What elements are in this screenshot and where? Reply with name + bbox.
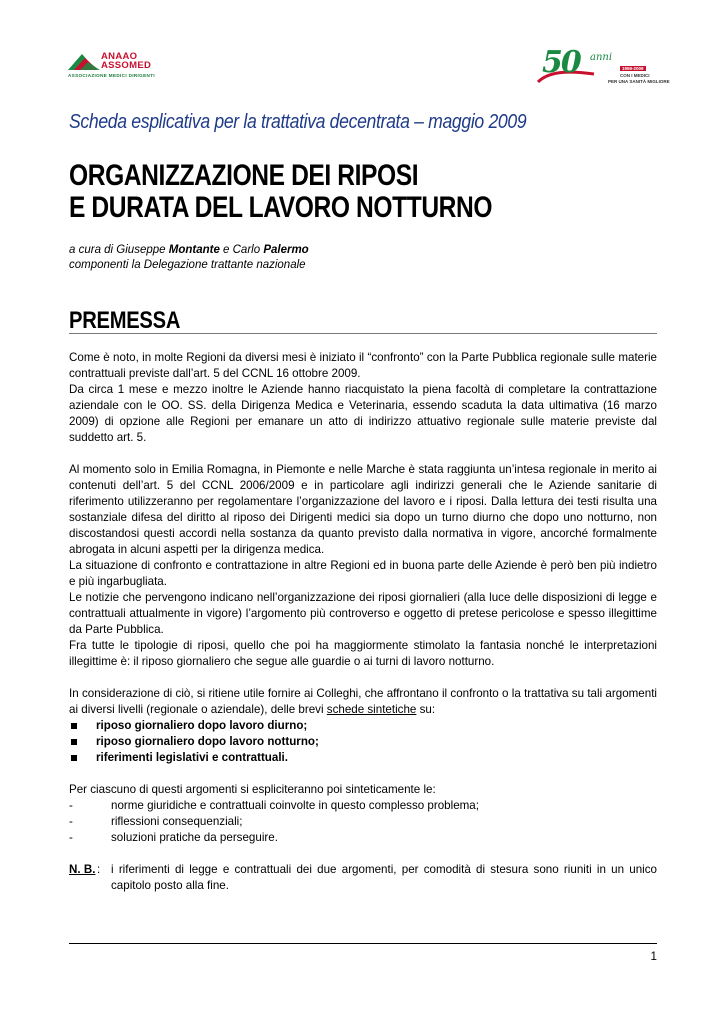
nota-bene-label: N. B. <box>69 863 96 876</box>
logo-line-1: ANAAO <box>101 51 138 62</box>
paragraph-8: Per ciascuno di questi argomenti si espliciteranno poi sinteticamente le: <box>69 783 436 796</box>
topics-list <box>69 718 657 766</box>
title-line-1: ORGANIZZAZIONE DEI RIPOSI <box>69 159 419 192</box>
logo-slogan-2: PER UNA SANITÀ MIGLIORE <box>608 79 670 84</box>
list-item: riposo giornaliero dopo lavoro notturno; <box>69 734 657 750</box>
page-number: 1 <box>650 950 657 963</box>
anaao-assomed-logo <box>68 50 168 82</box>
document-title <box>69 160 577 224</box>
nota-bene-text: i riferimenti di legge e contrattuali dei due argomenti, per comodità di stesura sono riuniti in un unico capitolo posto alla fine. <box>111 863 657 892</box>
logo-line-2: ASSOMED <box>101 60 152 71</box>
paragraph-6: Fra tutte le tipologie di riposi, quello che poi ha maggiormente stimolato la fantasia nonché le interpretazioni illegittime è: il riposo giornaliero che segue alle guardie o ai turni di lavoro notturno. <box>69 639 657 668</box>
paragraph-7-end: su: <box>416 703 436 716</box>
paragraph-4: La situazione di confronto e contrattazione in altre Regioni ed in buona parte delle Aziende è però ben più indietro e più ingarbugliata. <box>69 559 657 588</box>
spacer <box>69 446 657 462</box>
footer-divider <box>69 943 657 944</box>
list-item: riferimenti legislativi e contrattuali. <box>69 750 657 766</box>
list-item: - riflessioni consequenziali; <box>69 814 657 830</box>
logo-slogan-1: CON I MEDICI <box>620 73 650 78</box>
authors-prefix: a cura di Giuseppe <box>69 244 169 256</box>
authors-line <box>69 243 309 258</box>
aspects-list <box>69 798 657 846</box>
paragraph-5: Le notizie che pervengono indicano nell’organizzazione dei riposi giornalieri (alla luce delle disposizioni di legge e contrattuali attualmente in vigore) l’argomento più controverso e oggetto di pretese pericolose e spesso illegittime da Parte Pubblica. <box>69 591 657 636</box>
authors-role: componenti la Delegazione trattante nazionale <box>69 259 306 271</box>
spacer <box>69 846 657 862</box>
nota-bene <box>69 862 657 894</box>
list-item: riposo giornaliero dopo lavoro diurno; <box>69 718 657 734</box>
authors-middle: e Carlo <box>219 244 264 256</box>
house-roof-icon <box>68 50 102 72</box>
paragraph-7-start: In considerazione di ciò, si ritiene utile fornire ai Colleghi, che affrontano il confronto o la trattativa su tali argomenti ai diversi livelli (regionale o aziendale), delle brevi <box>69 687 657 716</box>
spacer <box>69 766 657 782</box>
nota-bene-colon: : <box>97 863 101 876</box>
anniversary-word: anni <box>590 52 613 63</box>
paragraph-7 <box>69 686 657 718</box>
logo-tagline: ASSOCIAZIONE MEDICI DIRIGENTI <box>68 73 155 78</box>
document-subtitle: Scheda esplicativa per la trattativa decentrata – maggio 2009 <box>69 110 527 133</box>
author-name-1: Montante <box>168 244 220 256</box>
paragraph-2: Da circa 1 mese e mezzo inoltre le Aziende hanno riacquistato la piena facoltà di completare la contrattazione aziendale con le OO. SS. della Dirigenza Medica e Veterinaria, essendo scaduta la data ultimativa (16 marzo 2009) di opzione alle Regioni per emanare un atto di indirizzo attuativo regionale sulle materie previste dal suddetto art. 5. <box>69 383 657 444</box>
list-item: - norme giuridiche e contrattuali coinvolte in questo complesso problema; <box>69 798 657 814</box>
paragraph-3: Al momento solo in Emilia Romagna, in Piemonte e nelle Marche è stata raggiunta un’intesa regionale in merito ai contenuti dell’art. 5 del CCNL 2006/2009 e in particolare agli indirizzi generali che le Aziende sanitarie di riferimento utilizzeranno per regolamentare l’organizzazione del lavoro e i riposi. Dalla lettura dei testi risulta una sostanziale difesa del diritto al riposo dei Dirigenti medici sia dopo un turno diurno che dopo uno notturno, non discostandosi questi accordi nella sostanza da quanto previsto dalla normativa in vigore, ancorché formalmente abrogata in alcuni aspetti per la dirigenza medica. <box>69 463 657 556</box>
section-divider <box>69 333 657 334</box>
spacer <box>69 670 657 686</box>
paragraph-1: Come è noto, in molte Regioni da diversi mesi è iniziato il “confronto” con la Parte Pubblica regionale sulle materie contrattuali previste dall’art. 5 del CCNL 16 ottobre 2009. <box>69 351 657 380</box>
fifty-years-logo <box>536 45 670 88</box>
section-heading: PREMESSA <box>69 307 181 334</box>
anniversary-number: 50 <box>542 45 580 80</box>
body-text <box>69 350 657 894</box>
author-name-2: Palermo <box>263 244 309 256</box>
schede-sintetiche-link: schede sintetiche <box>326 703 417 716</box>
list-item: - soluzioni pratiche da perseguire. <box>69 830 657 846</box>
title-line-2: E DURATA DEL LAVORO NOTTURNO <box>69 191 493 224</box>
authors-block <box>69 243 309 273</box>
anniversary-years: 1959-2009 <box>622 66 644 71</box>
